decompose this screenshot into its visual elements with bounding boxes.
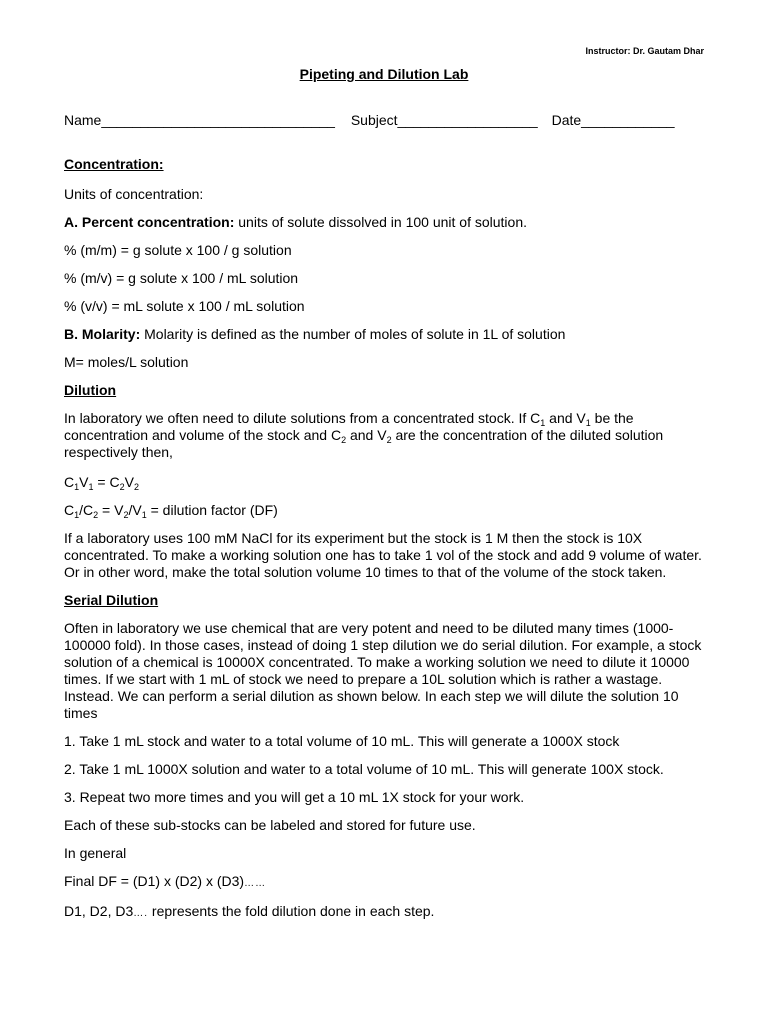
text-run: C [64, 474, 75, 490]
subscript: 1 [585, 418, 591, 428]
text-run: In laboratory we often need to dilute solutions from a concentrated stock. If C [64, 410, 541, 426]
in-general: In general [64, 845, 127, 861]
text-run: /V [128, 502, 142, 518]
percent-label: A. Percent concentration: [64, 214, 235, 230]
subscript: 1 [74, 482, 80, 492]
text-run: V [79, 474, 89, 490]
text-run: times. If we start with 1 mL of stock we need to prepare a 10L solution which is rather a wastage. [64, 671, 663, 687]
step-2: 2. Take 1 mL 1000X solution and water to a total volume of 10 mL. This will generate 100X stock. [64, 761, 664, 777]
header-fields [64, 112, 675, 128]
document-body [64, 156, 714, 922]
subscript: 2 [386, 435, 392, 445]
molarity-text: Molarity is defined as the number of moles of solute in 1L of solution [140, 326, 566, 342]
text-run: = V [98, 502, 124, 518]
text-run: C [64, 502, 75, 518]
subscript: 2 [93, 510, 99, 520]
substocks-note: Each of these sub-stocks can be labeled and stored for future use. [64, 817, 476, 833]
text-run: Final DF = (D1) x (D2) x (D3) [64, 873, 245, 889]
molarity-paragraph [64, 326, 714, 343]
instructor-label: Instructor: Dr. Gautam Dhar [585, 46, 704, 56]
text-run: 100000 fold). In those cases, instead of doing 1 step dilution we do serial dilution. For example, a stock [64, 637, 702, 653]
document-title: Pipeting and Dilution Lab [299, 66, 469, 82]
text-run: V [124, 474, 134, 490]
step-1: 1. Take 1 mL stock and water to a total volume of 10 mL. This will generate a 1000X stock [64, 733, 620, 749]
represents-note [64, 903, 714, 922]
percent-paragraph [64, 214, 714, 231]
equation-dilution-factor [64, 502, 714, 519]
nacl-paragraph [64, 530, 714, 581]
text-run: concentration and volume of the stock and C [64, 427, 342, 443]
subscript: 1 [141, 510, 147, 520]
concentration-heading: Concentration: [64, 156, 164, 172]
molarity-formula: M= moles/L solution [64, 354, 189, 370]
formula-vv: % (v/v) = mL solute x 100 / mL solution [64, 298, 305, 314]
dilution-heading: Dilution [64, 382, 117, 398]
ellipsis: …… [244, 878, 267, 889]
text-run: solution of a chemical is 10000X concentrated. To make a working solution we need to dilute it 10000 [64, 654, 690, 670]
dilution-paragraph [64, 410, 714, 461]
text-run: Instead. We can perform a serial dilution as shown below. In each step we will dilute the solution 10 [64, 688, 679, 704]
date-field[interactable]: Date____________ [551, 112, 675, 128]
molarity-label: B. Molarity: [64, 326, 141, 342]
text-run: = dilution factor (DF) [146, 502, 278, 518]
subscript: 2 [341, 435, 347, 445]
text-run: concentrated. To make a working solution one has to take 1 vol of the stock and add 9 volume of water. [64, 547, 702, 563]
name-field[interactable]: Name______________________________ [64, 112, 335, 128]
text-run: /C [79, 502, 94, 518]
subject-field[interactable]: Subject__________________ [350, 112, 538, 128]
serial-paragraph [64, 620, 714, 722]
serial-dilution-heading: Serial Dilution [64, 592, 159, 608]
text-run: D1, D2, D3 [64, 903, 134, 919]
subscript: 1 [88, 482, 94, 492]
text-run: be the [590, 410, 634, 426]
text-run: respectively then, [64, 444, 173, 460]
text-run: If a laboratory uses 100 mM NaCl for its experiment but the stock is 1 M then the stock is 10X [64, 530, 643, 546]
text-run: Or in other word, make the total solution volume 10 times to that of the volume of the stock taken. [64, 564, 667, 580]
text-run: represents the fold dilution done in each step. [148, 903, 435, 919]
subscript: 2 [123, 510, 129, 520]
text-run: and V [346, 427, 387, 443]
subscript: 1 [74, 510, 80, 520]
subscript: 2 [133, 482, 139, 492]
units-intro: Units of concentration: [64, 186, 204, 202]
subscript: 2 [119, 482, 125, 492]
final-df-formula [64, 873, 714, 892]
text-run: times [64, 705, 98, 721]
step-3: 3. Repeat two more times and you will get a 10 mL 1X stock for your work. [64, 789, 525, 805]
text-run: = C [93, 474, 120, 490]
formula-mv: % (m/v) = g solute x 100 / mL solution [64, 270, 299, 286]
ellipsis: …. [133, 908, 149, 919]
formula-mm: % (m/m) = g solute x 100 / g solution [64, 242, 292, 258]
text-run: and V [545, 410, 586, 426]
subscript: 1 [540, 418, 546, 428]
percent-text: units of solute dissolved in 100 unit of solution. [234, 214, 528, 230]
equation-c1v1 [64, 474, 714, 491]
text-run: are the concentration of the diluted solution [391, 427, 664, 443]
text-run: Often in laboratory we use chemical that are very potent and need to be diluted many times (1000- [64, 620, 674, 636]
